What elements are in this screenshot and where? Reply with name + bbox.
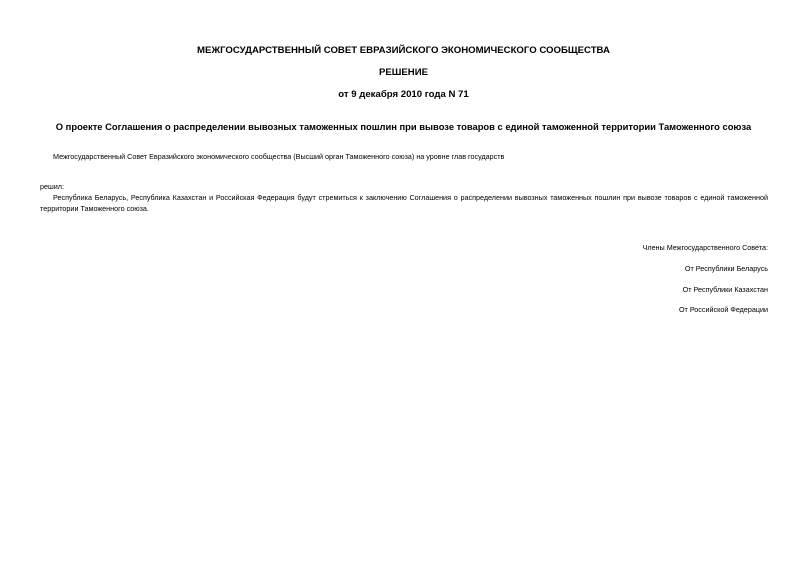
- document-date-number: от 9 декабря 2010 года N 71: [338, 89, 469, 100]
- resolution-paragraph: Республика Беларусь, Республика Казахстан и Российская Федерация будут стремиться к заключению Соглашения о распределении вывозных таможенных пошлин при вывозе товаров с единой таможенной территории Таможенного союза.: [40, 193, 768, 213]
- organization-title: МЕЖГОСУДАРСТВЕННЫЙ СОВЕТ ЕВРАЗИЙСКОГО ЭКОНОМИЧЕСКОГО СООБЩЕСТВА: [197, 45, 610, 56]
- signatories-heading: Члены Межгосударственного Совета:: [642, 243, 768, 252]
- signatory-russia: От Российской Федерации: [678, 305, 768, 314]
- signatory-belarus: От Республики Беларусь: [684, 264, 768, 273]
- resolved-label: решил:: [40, 182, 64, 191]
- document-subject: О проекте Соглашения о распределении вывозных таможенных пошлин при вывозе товаров с единой таможенной территории Таможенного союза: [55, 121, 752, 132]
- preamble-paragraph: Межгосударственный Совет Евразийского экономического сообщества (Высший орган Таможенного союза) на уровне глав государств: [53, 152, 505, 161]
- signatory-kazakhstan: От Республики Казахстан: [682, 285, 768, 294]
- document-type: РЕШЕНИЕ: [378, 67, 429, 78]
